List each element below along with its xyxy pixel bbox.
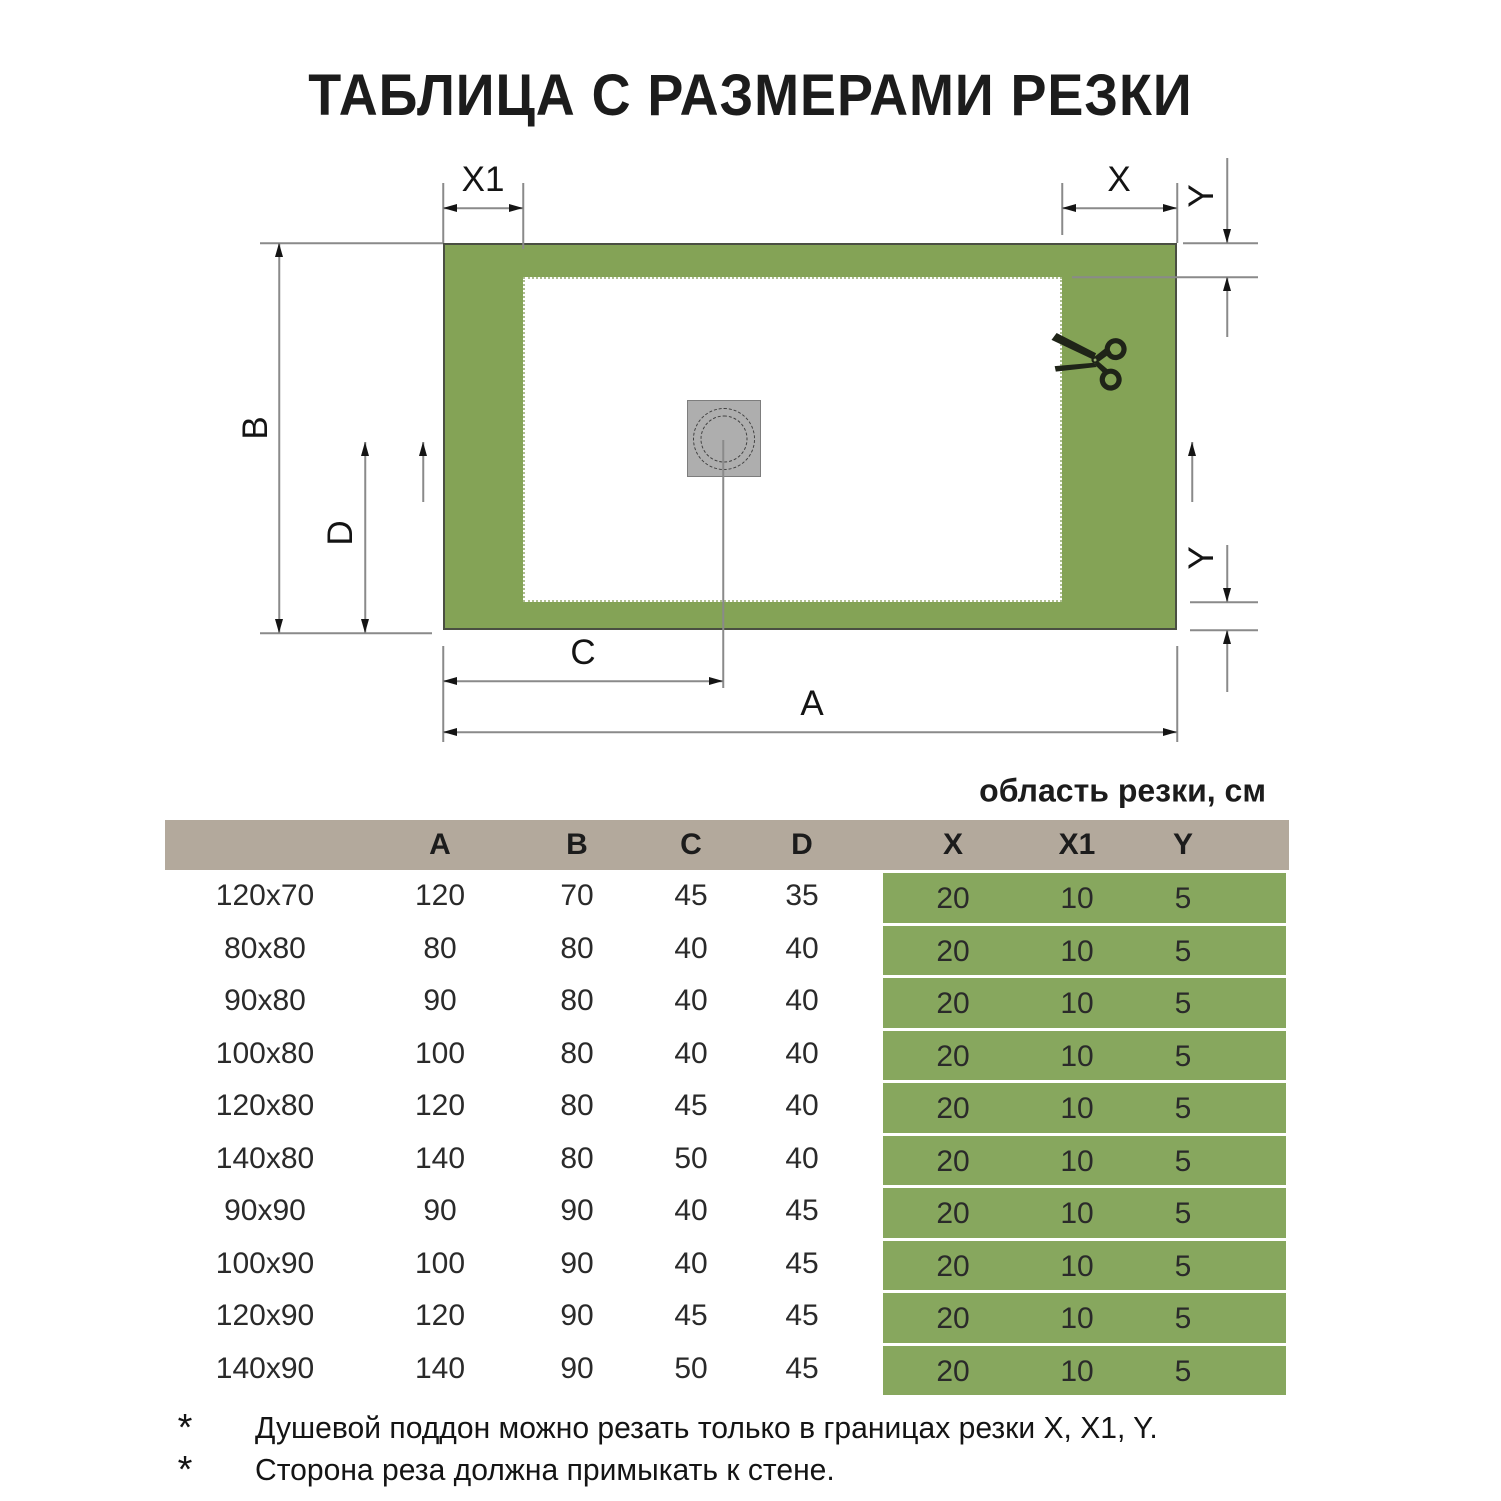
col-header-d: D (791, 828, 813, 861)
dim-label-x1: X1 (461, 160, 505, 199)
cell-y: 5 (1174, 987, 1192, 1020)
dim-arrow (1062, 204, 1076, 212)
cell-c: 40 (674, 1246, 708, 1280)
table-row (165, 1028, 1289, 1081)
col-header-a: A (429, 828, 451, 861)
size-table (165, 820, 1289, 1395)
cell-c: 50 (674, 1351, 708, 1385)
cut-zone-highlight (883, 1136, 1286, 1186)
cell-x: 20 (936, 987, 970, 1020)
dim-arrow (709, 677, 723, 685)
dim-arrow (443, 728, 457, 736)
cell-a: 100 (414, 1246, 466, 1280)
cell-x1: 10 (1060, 1144, 1094, 1178)
dim-line (260, 632, 432, 634)
cut-zone-highlight (883, 978, 1286, 1028)
table-row (165, 1343, 1289, 1396)
cell-x1: 10 (1060, 1092, 1094, 1125)
dim-label-y-bottom: Y (1182, 546, 1221, 570)
cell-d: 45 (785, 1194, 819, 1227)
dim-line (1183, 242, 1258, 244)
table-row (165, 923, 1289, 976)
asterisk-icon: * (177, 1449, 193, 1491)
cut-zone-highlight (883, 1346, 1286, 1396)
dim-line (1176, 183, 1178, 243)
col-header-c: C (680, 828, 702, 861)
col-header-x: X (942, 828, 964, 861)
dim-label-a: A (800, 684, 824, 723)
footnote-text: Душевой поддон можно резать только в границах резки X, X1, Y. (255, 1410, 1158, 1445)
cell-y: 5 (1174, 1302, 1192, 1335)
cell-size: 120x90 (215, 1299, 315, 1332)
footnote-1 (150, 1407, 1186, 1449)
cell-x1: 10 (1060, 882, 1094, 915)
cell-x: 20 (936, 1197, 970, 1230)
cell-size: 80x80 (224, 931, 306, 965)
asterisk-icon: * (177, 1407, 193, 1449)
table-rows (165, 870, 1289, 1395)
dim-label-c: C (570, 633, 596, 672)
cut-zone-highlight (883, 926, 1286, 976)
cut-zone-highlight (883, 1083, 1286, 1133)
col-header-x1: X1 (1058, 828, 1096, 861)
cell-size: 140x90 (215, 1351, 315, 1385)
cell-d: 40 (785, 984, 819, 1017)
cell-x: 20 (936, 1144, 970, 1178)
cut-zone-highlight (883, 1241, 1286, 1291)
cell-d: 35 (785, 879, 819, 912)
cell-size: 90x90 (224, 1194, 306, 1227)
scissors-icon (1045, 310, 1142, 405)
cell-a: 90 (423, 984, 457, 1017)
table-row (165, 1238, 1289, 1291)
page-title (0, 62, 1501, 129)
col-header-b: B (566, 828, 588, 861)
dim-line (278, 243, 280, 633)
dim-arrow (1223, 630, 1231, 644)
dim-arrow (1223, 229, 1231, 243)
dim-arrow (1163, 728, 1177, 736)
cell-c: 40 (674, 1036, 708, 1070)
cell-c: 45 (674, 1089, 708, 1122)
cell-a: 140 (414, 1141, 466, 1175)
cell-size: 120x80 (215, 1089, 315, 1122)
cell-b: 80 (560, 1141, 594, 1175)
cell-x1: 10 (1060, 934, 1094, 968)
dim-arrow (443, 204, 457, 212)
dim-label-d: D (321, 520, 360, 546)
cell-c: 45 (674, 1299, 708, 1332)
cell-x1: 10 (1060, 1249, 1094, 1283)
cell-size: 90x80 (224, 984, 306, 1017)
cell-c: 45 (674, 879, 708, 912)
cell-d: 40 (785, 1089, 819, 1122)
cell-d: 40 (785, 931, 819, 965)
dim-arrow (1223, 277, 1231, 291)
drain-circle-inner (701, 415, 748, 462)
cell-b: 90 (560, 1194, 594, 1227)
cut-zone-highlight (883, 1188, 1286, 1238)
cell-b: 90 (560, 1351, 594, 1385)
footnote-text: Сторона реза должна примыкать к стене. (255, 1452, 835, 1487)
table-row (165, 1133, 1289, 1186)
table-row (165, 1185, 1289, 1238)
cell-a: 90 (423, 1194, 457, 1227)
cell-y: 5 (1174, 1092, 1192, 1125)
cell-size: 100x80 (215, 1036, 315, 1070)
cell-x: 20 (936, 1354, 970, 1388)
cell-y: 5 (1174, 1039, 1192, 1073)
dim-line (442, 183, 444, 243)
cell-size: 140x80 (215, 1141, 315, 1175)
table-row (165, 975, 1289, 1028)
cell-x: 20 (936, 1302, 970, 1335)
footnote-2 (150, 1449, 853, 1491)
cell-b: 80 (560, 931, 594, 965)
cell-size: 100x90 (215, 1246, 315, 1280)
dim-arrow (443, 677, 457, 685)
cell-x1: 10 (1060, 987, 1094, 1020)
no-cut-zone (523, 277, 1062, 602)
cell-d: 45 (785, 1246, 819, 1280)
cell-y: 5 (1174, 1249, 1192, 1283)
table-row (165, 1290, 1289, 1343)
drain-axis-line (722, 440, 724, 688)
cell-y: 5 (1174, 1354, 1192, 1388)
cell-y: 5 (1174, 934, 1192, 968)
dim-line (443, 731, 1177, 733)
col-header-y: Y (1172, 828, 1194, 861)
cell-y: 5 (1174, 1144, 1192, 1178)
cell-d: 45 (785, 1351, 819, 1385)
cell-a: 120 (414, 1299, 466, 1332)
cell-b: 90 (560, 1299, 594, 1332)
cell-x1: 10 (1060, 1302, 1094, 1335)
cell-d: 40 (785, 1036, 819, 1070)
dim-line (522, 183, 524, 249)
cell-a: 120 (414, 879, 466, 912)
dim-arrow (1163, 204, 1177, 212)
dim-label-x: X (1107, 160, 1131, 199)
dim-arrow (275, 243, 283, 257)
cell-b: 90 (560, 1246, 594, 1280)
cell-y: 5 (1174, 1197, 1192, 1230)
cell-x: 20 (936, 1039, 970, 1073)
dim-line (1062, 207, 1177, 209)
cell-a: 100 (414, 1036, 466, 1070)
cell-c: 40 (674, 931, 708, 965)
dim-line (260, 242, 443, 244)
page-title-text: ТАБЛИЦА С РАЗМЕРАМИ РЕЗКИ (308, 63, 1193, 128)
table-row (165, 1080, 1289, 1133)
dim-label-y-top: Y (1182, 184, 1221, 208)
cell-c: 40 (674, 984, 708, 1017)
cut-zone-highlight (883, 1031, 1286, 1081)
dim-arrow (419, 442, 427, 456)
dim-arrow (1188, 442, 1196, 456)
cell-a: 80 (423, 931, 457, 965)
cell-x: 20 (936, 1092, 970, 1125)
cell-d: 45 (785, 1299, 819, 1332)
cell-x1: 10 (1060, 1039, 1094, 1073)
cut-zone-highlight (883, 1293, 1286, 1343)
cell-d: 40 (785, 1141, 819, 1175)
cell-b: 80 (560, 1036, 594, 1070)
cell-x1: 10 (1060, 1354, 1094, 1388)
table-caption: область резки, см (979, 772, 1266, 809)
table-row (165, 870, 1289, 923)
dim-arrow (361, 619, 369, 633)
dim-arrow (361, 442, 369, 456)
cell-x1: 10 (1060, 1197, 1094, 1230)
dim-line (443, 680, 723, 682)
cell-a: 140 (414, 1351, 466, 1385)
dim-line (364, 442, 366, 633)
cell-x: 20 (936, 1249, 970, 1283)
cell-x: 20 (936, 934, 970, 968)
dim-label-b: B (236, 416, 275, 440)
drain-icon (687, 400, 761, 477)
cell-b: 80 (560, 984, 594, 1017)
cell-b: 80 (560, 1089, 594, 1122)
cell-c: 40 (674, 1194, 708, 1227)
cell-b: 70 (560, 879, 594, 912)
cell-c: 50 (674, 1141, 708, 1175)
dim-arrow (509, 204, 523, 212)
cell-x: 20 (936, 882, 970, 915)
dim-arrow (1223, 588, 1231, 602)
cut-zone-highlight (883, 873, 1286, 923)
cell-y: 5 (1174, 882, 1192, 915)
table-header (165, 820, 1289, 870)
cell-size: 120x70 (215, 879, 315, 912)
dim-arrow (275, 619, 283, 633)
cell-a: 120 (414, 1089, 466, 1122)
